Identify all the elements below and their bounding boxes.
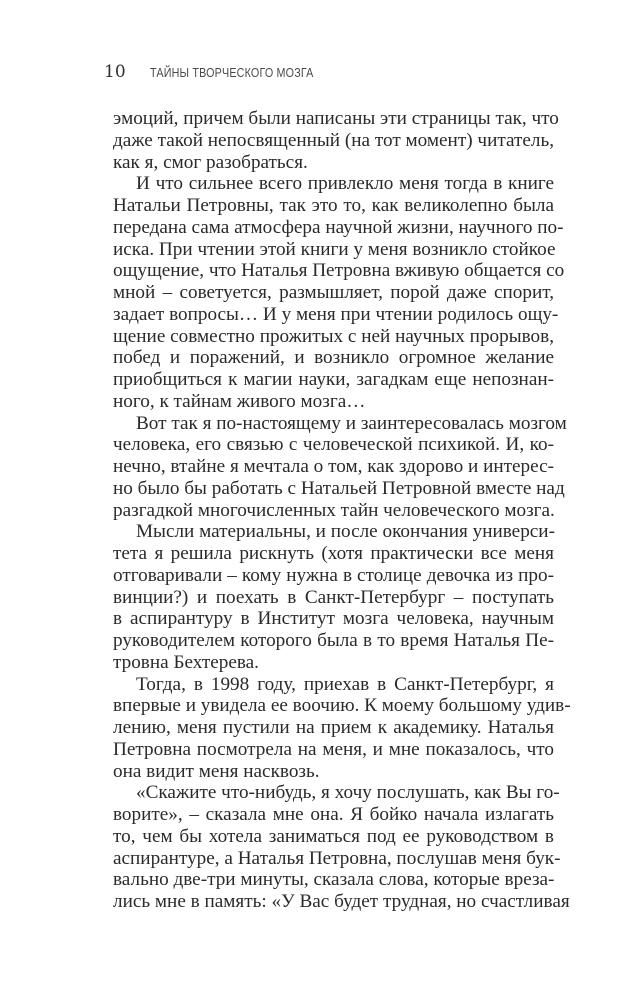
text-line: даже такой непосвященный (на тот момент) читатель,	[113, 129, 554, 151]
text-line: приобщиться к магии науки, загадкам еще непознан-	[113, 369, 554, 390]
text-line: руководителем которого была в то время Наталья Пе-	[113, 630, 554, 651]
text-line: лению, меня пустили на прием к академику. Наталья	[113, 717, 554, 738]
text-line: Вот так я по-настоящему и заинтересовалась мозгом	[136, 412, 567, 434]
text-line: мной – советуется, размышляет, порой даже спорит,	[113, 282, 554, 303]
text-line: эмоций, причем были написаны эти страницы так, что	[113, 108, 559, 129]
text-line: Тогда, в 1998 году, приехав в Санкт-Петербург, я	[136, 673, 554, 695]
text-line: передана сама атмосфера научной жизни, научного по-	[113, 216, 564, 238]
text-line: ощущение, что Наталья Петровна вживую общается со	[113, 260, 565, 282]
text-line: «Скажите что-нибудь, я хочу послушать, как Вы го-	[136, 782, 560, 804]
text-line: в аспирантуру в Институт мозга человека, научным	[113, 608, 554, 630]
text-line: она видит меня насквозь.	[113, 760, 320, 782]
text-line: Мысли материальны, и после окончания универси-	[136, 521, 555, 543]
body-text	[113, 108, 571, 913]
text-line: впервые и увидела ее воочию. К моему большому удив-	[113, 695, 571, 717]
text-line: И что сильнее всего привлекло меня тогда в книге	[136, 173, 554, 195]
text-line: щение совместно прожитых с ней научных прорывов,	[113, 325, 554, 347]
text-line: отговаривали – кому нужна в столице девочка из про-	[113, 564, 554, 586]
text-line: нечно, втайне я мечтала о том, как здорово и интерес-	[113, 456, 554, 477]
text-line: вально две-три минуты, сказала слова, которые вреза-	[113, 869, 555, 891]
text-line: как я, смог разобраться.	[113, 151, 308, 173]
text-line: аспирантуре, а Наталья Петровна, послушав меня бук-	[113, 847, 561, 869]
text-line: человека, его связью с человеческой психикой. И, ко-	[113, 434, 554, 456]
text-line: то, чем бы хотела заниматься под ее руководством в	[113, 825, 554, 847]
running-head	[104, 62, 340, 86]
text-line: ного, к тайнам живого мозга…	[113, 390, 366, 412]
running-title: ТАЙНЫ ТВОРЧЕСКОГО МОЗГА	[150, 66, 314, 80]
text-line: ворите», – сказала мне она. Я бойко начала излагать	[113, 804, 554, 825]
text-line: разгадкой многочисленных тайн человеческого мозга.	[113, 499, 555, 521]
text-line: винции?) и поехать в Санкт-Петербург – поступать	[113, 586, 554, 608]
text-line: но было бы работать с Натальей Петровной вместе над	[113, 477, 565, 499]
page-number: 10	[104, 62, 126, 82]
text-line: тровна Бехтерева.	[113, 651, 259, 673]
text-line: побед и поражений, и возникло огромное желание	[113, 347, 554, 369]
text-line: лись мне в память: «У Вас будет трудная, но счастливая	[113, 891, 570, 912]
text-line: Натальи Петровны, так это то, как великолепно была	[113, 195, 554, 216]
text-line: задает вопросы… И у меня при чтении родилось ощу-	[113, 303, 559, 325]
text-line: Петровна посмотрела на меня, и мне показалось, что	[113, 738, 554, 760]
text-line: тета я решила рискнуть (хотя практически все меня	[113, 543, 554, 564]
text-line: иска. При чтении этой книги у меня возникло стойкое	[113, 238, 556, 260]
